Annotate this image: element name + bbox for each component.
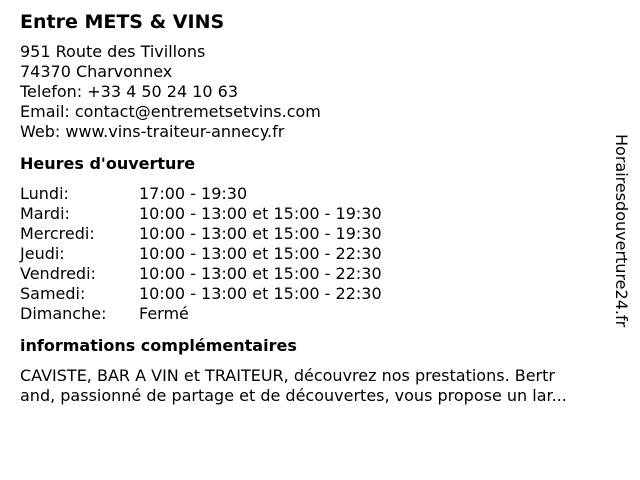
- email-line[interactable]: Email: contact@entremetsetvins.com: [20, 102, 321, 121]
- time-value: 10:00 - 13:00 et 15:00 - 22:30: [139, 284, 382, 303]
- hours-table: [20, 184, 610, 324]
- time-value: 10:00 - 13:00 et 15:00 - 22:30: [139, 244, 382, 263]
- time-value: 17:00 - 19:30: [139, 184, 248, 203]
- day-label: Mercredi:: [20, 224, 95, 243]
- hours-row-mardi: [20, 204, 610, 224]
- day-label: Samedi:: [20, 284, 86, 303]
- day-label: Lundi:: [20, 184, 69, 203]
- info-line-2: and, passionné de partage et de découvertes, vous propose un lar...: [20, 386, 567, 405]
- business-card: [20, 10, 610, 406]
- day-label: Dimanche:: [20, 304, 107, 323]
- time-value: 10:00 - 13:00 et 15:00 - 19:30: [139, 204, 382, 223]
- hours-row-jeudi: [20, 244, 610, 264]
- phone-line[interactable]: Telefon: +33 4 50 24 10 63: [20, 82, 239, 101]
- hours-row-lundi: [20, 184, 610, 204]
- address-line-2: 74370 Charvonnex: [20, 62, 173, 81]
- time-value: 10:00 - 13:00 et 15:00 - 22:30: [139, 264, 382, 283]
- day-label: Jeudi:: [20, 244, 65, 263]
- info-heading: informations complémentaires: [20, 336, 297, 355]
- info-line-1: CAVISTE, BAR A VIN et TRAITEUR, découvrez nos prestations. Bertr: [20, 366, 555, 385]
- business-name: Entre METS & VINS: [20, 11, 225, 33]
- time-value: Fermé: [139, 304, 189, 323]
- address-line-1: 951 Route des Tivillons: [20, 42, 206, 61]
- hours-heading: Heures d'ouverture: [20, 154, 196, 173]
- site-watermark: Horairesdouverture24.fr: [612, 134, 631, 328]
- hours-row-samedi: [20, 284, 610, 304]
- info-description: [20, 366, 610, 406]
- day-label: Mardi:: [20, 204, 70, 223]
- hours-row-dimanche: [20, 304, 610, 324]
- web-line[interactable]: Web: www.vins-traiteur-annecy.fr: [20, 122, 285, 141]
- hours-row-vendredi: [20, 264, 610, 284]
- time-value: 10:00 - 13:00 et 15:00 - 19:30: [139, 224, 382, 243]
- day-label: Vendredi:: [20, 264, 96, 283]
- hours-row-mercredi: [20, 224, 610, 244]
